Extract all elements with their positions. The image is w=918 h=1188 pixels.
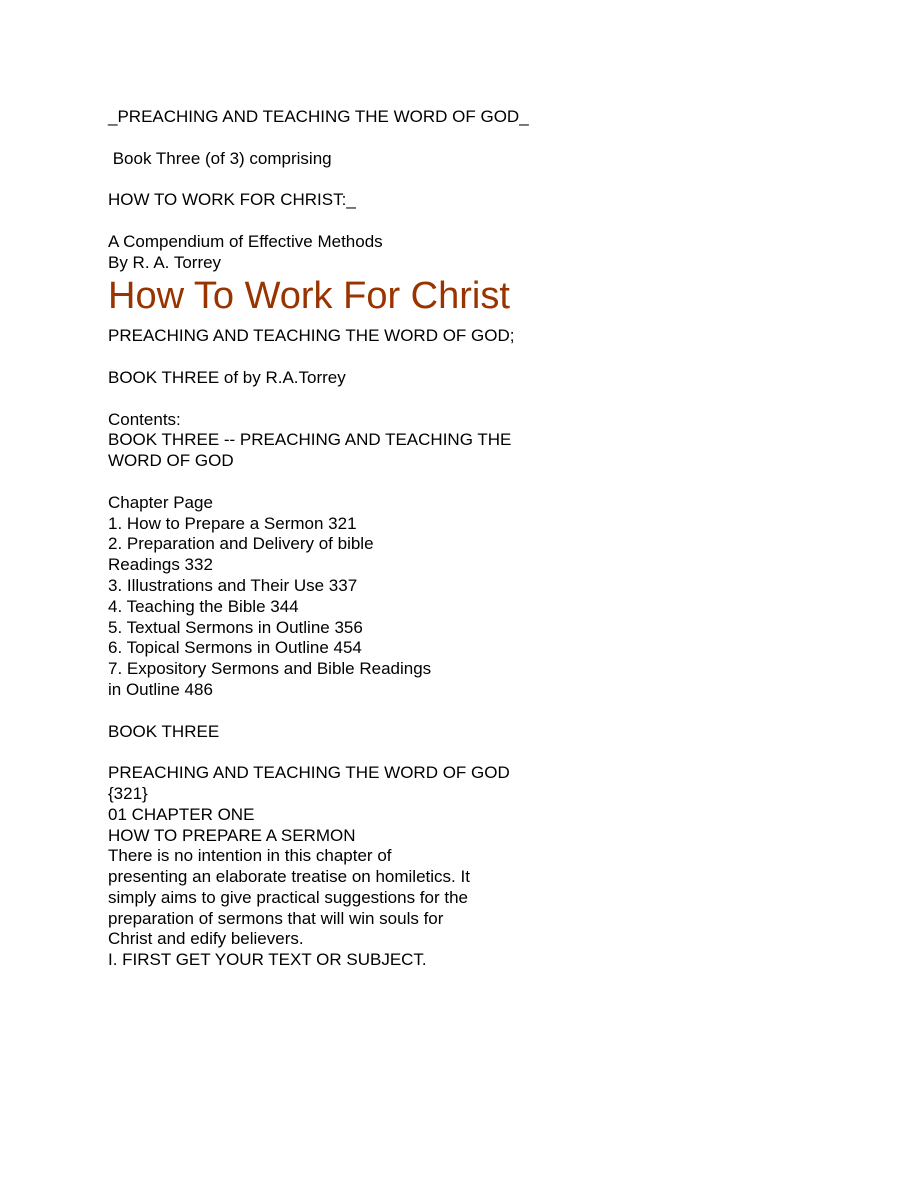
- contents-entry: 4. Teaching the Bible 344: [108, 596, 299, 616]
- paragraph-line: There is no intention in this chapter of: [108, 846, 392, 866]
- spacer: [108, 347, 888, 368]
- author-line: By R. A. Torrey: [108, 252, 222, 272]
- chapter-title: HOW TO PREPARE A SERMON: [108, 825, 356, 845]
- contents-entry: 7. Expository Sermons and Bible Readings: [108, 659, 432, 679]
- spacer: [108, 128, 888, 149]
- book-label: BOOK THREE: [108, 721, 220, 741]
- section-heading: I. FIRST GET YOUR TEXT OR SUBJECT.: [108, 950, 427, 970]
- contents-book-heading: BOOK THREE -- PREACHING AND TEACHING THE: [108, 430, 512, 450]
- paragraph-line: simply aims to give practical suggestions for the: [108, 887, 468, 907]
- contents-entry: in Outline 486: [108, 679, 213, 699]
- contents-label: Contents:: [108, 409, 181, 429]
- page-marker: {321}: [108, 783, 148, 803]
- chapter-number: 01 CHAPTER ONE: [108, 804, 255, 824]
- volume-line: Book Three (of 3) comprising: [108, 148, 332, 168]
- main-title: How To Work For Christ: [108, 275, 510, 318]
- paragraph-line: presenting an elaborate treatise on homiletics. It: [108, 867, 470, 887]
- contents-column-header: Chapter Page: [108, 492, 213, 512]
- contents-entry: 3. Illustrations and Their Use 337: [108, 575, 358, 595]
- document-page: [108, 107, 888, 971]
- contents-entry: Readings 332: [108, 555, 213, 575]
- spacer: [108, 472, 888, 493]
- spacer: [108, 742, 888, 763]
- contents-entry: 1. How to Prepare a Sermon 321: [108, 513, 357, 533]
- contents-entry: 6. Topical Sermons in Outline 454: [108, 638, 362, 658]
- paragraph-line: preparation of sermons that will win souls for: [108, 908, 444, 928]
- paragraph-line: Christ and edify believers.: [108, 929, 304, 949]
- book-title: PREACHING AND TEACHING THE WORD OF GOD: [108, 763, 510, 783]
- header-line-2: BOOK THREE of by R.A.Torrey: [108, 367, 346, 387]
- contents-entry: 2. Preparation and Delivery of bible: [108, 534, 374, 554]
- spacer: [108, 169, 888, 190]
- spacer: [108, 389, 888, 410]
- contents-entry: 5. Textual Sermons in Outline 356: [108, 617, 363, 637]
- subtitle: A Compendium of Effective Methods: [108, 231, 383, 251]
- spacer: [108, 211, 888, 232]
- contents-book-heading-cont: WORD OF GOD: [108, 451, 234, 471]
- work-title: HOW TO WORK FOR CHRIST:_: [108, 190, 356, 210]
- paragraph: [108, 846, 888, 950]
- contents-list: [108, 514, 888, 701]
- spacer: [108, 701, 888, 722]
- series-title: _PREACHING AND TEACHING THE WORD OF GOD_: [108, 107, 529, 126]
- header-line-1: PREACHING AND TEACHING THE WORD OF GOD;: [108, 326, 515, 346]
